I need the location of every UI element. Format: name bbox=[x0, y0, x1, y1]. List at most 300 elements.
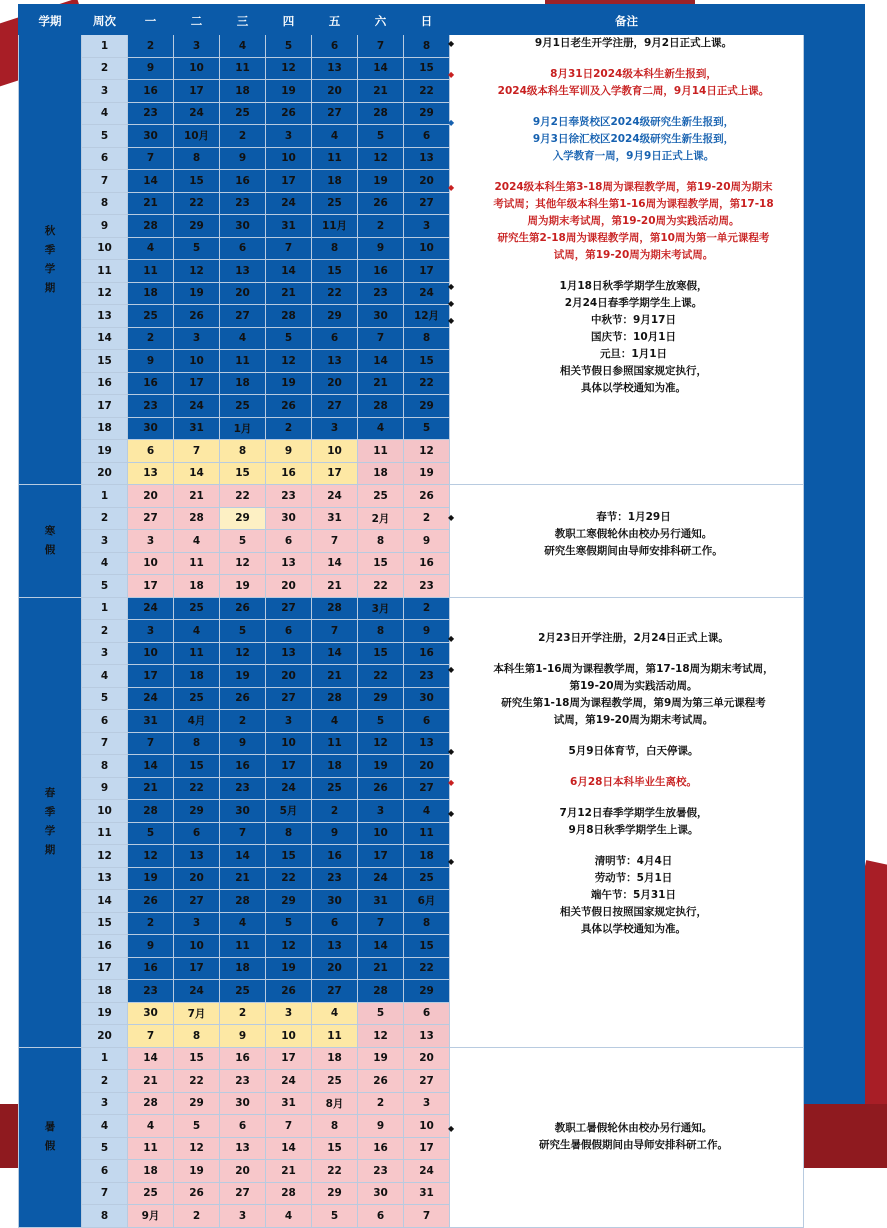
day-cell: 21 bbox=[174, 485, 220, 508]
note-line bbox=[450, 278, 803, 295]
day-cell: 26 bbox=[266, 395, 312, 418]
notes-cell bbox=[450, 485, 804, 598]
day-cell: 25 bbox=[312, 1070, 358, 1093]
note-line bbox=[450, 66, 803, 83]
day-cell: 24 bbox=[128, 597, 174, 620]
week-number: 10 bbox=[82, 237, 128, 260]
note-line bbox=[450, 114, 803, 131]
note-text: 9月8日秋季学期学生上课。 bbox=[568, 823, 699, 836]
week-number: 17 bbox=[82, 395, 128, 418]
day-cell: 25 bbox=[174, 597, 220, 620]
note-line bbox=[450, 904, 803, 921]
header-notes: 备注 bbox=[450, 7, 804, 35]
diamond-bullet-icon: ◆ bbox=[448, 777, 455, 787]
day-cell: 21 bbox=[312, 575, 358, 598]
school-calendar-table bbox=[18, 6, 804, 1228]
day-cell: 6月 bbox=[404, 890, 450, 913]
week-number: 14 bbox=[82, 890, 128, 913]
day-cell: 20 bbox=[266, 665, 312, 688]
day-cell: 15 bbox=[174, 755, 220, 778]
day-cell: 4 bbox=[404, 800, 450, 823]
week-number: 1 bbox=[82, 1047, 128, 1070]
week-row bbox=[19, 485, 804, 508]
note-text: 2月23日开学注册，2月24日正式上课。 bbox=[538, 631, 729, 644]
day-cell: 15 bbox=[404, 935, 450, 958]
week-number: 14 bbox=[82, 327, 128, 350]
day-cell: 23 bbox=[266, 485, 312, 508]
week-number: 18 bbox=[82, 417, 128, 440]
day-cell: 21 bbox=[358, 372, 404, 395]
day-cell: 23 bbox=[358, 282, 404, 305]
day-cell: 17 bbox=[128, 575, 174, 598]
day-cell: 3 bbox=[220, 1205, 266, 1228]
diamond-bullet-icon: ◆ bbox=[448, 856, 455, 866]
day-cell: 21 bbox=[358, 80, 404, 103]
day-cell: 8 bbox=[404, 35, 450, 58]
day-cell: 29 bbox=[404, 980, 450, 1003]
note-line bbox=[450, 1120, 803, 1137]
day-cell: 6 bbox=[404, 710, 450, 733]
day-cell: 26 bbox=[220, 687, 266, 710]
day-cell: 25 bbox=[128, 1182, 174, 1205]
day-cell: 22 bbox=[312, 282, 358, 305]
day-cell: 6 bbox=[266, 530, 312, 553]
note-text: 春节：1月29日 bbox=[596, 511, 671, 523]
day-cell: 23 bbox=[220, 777, 266, 800]
day-cell: 27 bbox=[266, 597, 312, 620]
header-row bbox=[19, 7, 804, 35]
day-cell: 16 bbox=[128, 957, 174, 980]
day-cell: 2 bbox=[404, 507, 450, 530]
day-cell: 21 bbox=[312, 665, 358, 688]
note-text: 劳动节：5月1日 bbox=[594, 871, 673, 884]
day-cell: 30 bbox=[128, 125, 174, 148]
week-number: 2 bbox=[82, 57, 128, 80]
day-cell: 21 bbox=[128, 192, 174, 215]
diamond-bullet-icon: ◆ bbox=[448, 70, 455, 79]
day-cell: 23 bbox=[358, 1160, 404, 1183]
day-cell: 7 bbox=[266, 1115, 312, 1138]
note-text: 研究生寒假期间由导师安排科研工作。 bbox=[544, 545, 723, 557]
day-cell: 29 bbox=[174, 1092, 220, 1115]
day-cell: 14 bbox=[312, 552, 358, 575]
week-number: 11 bbox=[82, 260, 128, 283]
week-number: 13 bbox=[82, 305, 128, 328]
day-cell: 15 bbox=[404, 350, 450, 373]
day-cell: 23 bbox=[404, 575, 450, 598]
day-cell: 17 bbox=[266, 755, 312, 778]
week-number: 3 bbox=[82, 1092, 128, 1115]
day-cell: 22 bbox=[174, 192, 220, 215]
day-cell: 16 bbox=[404, 552, 450, 575]
day-cell: 12月 bbox=[404, 305, 450, 328]
day-cell: 12 bbox=[128, 845, 174, 868]
day-cell: 8 bbox=[174, 1025, 220, 1048]
day-cell: 8 bbox=[312, 1115, 358, 1138]
day-cell: 19 bbox=[358, 170, 404, 193]
day-cell: 17 bbox=[174, 957, 220, 980]
note-text: 7月12日春季学期学生放暑假， bbox=[559, 806, 708, 819]
day-cell: 29 bbox=[266, 890, 312, 913]
note-text: 1月18日秋季学期学生放寒假， bbox=[559, 280, 708, 292]
note-text: 具体以学校通知为准。 bbox=[581, 382, 686, 394]
day-cell: 13 bbox=[174, 845, 220, 868]
day-cell: 30 bbox=[128, 1002, 174, 1025]
term-label bbox=[19, 1047, 82, 1227]
day-cell: 6 bbox=[358, 1205, 404, 1228]
day-cell: 16 bbox=[128, 80, 174, 103]
day-cell: 12 bbox=[220, 552, 266, 575]
day-cell: 9 bbox=[266, 440, 312, 463]
day-cell: 26 bbox=[358, 777, 404, 800]
day-cell: 7月 bbox=[174, 1002, 220, 1025]
day-cell: 7 bbox=[174, 440, 220, 463]
day-cell: 3 bbox=[128, 530, 174, 553]
day-cell: 27 bbox=[174, 890, 220, 913]
day-cell: 19 bbox=[220, 665, 266, 688]
notes-cell bbox=[450, 597, 804, 1047]
day-cell: 20 bbox=[312, 372, 358, 395]
day-cell: 22 bbox=[404, 80, 450, 103]
day-cell: 26 bbox=[358, 1070, 404, 1093]
diamond-bullet-icon: ◆ bbox=[448, 282, 455, 291]
day-cell: 22 bbox=[220, 485, 266, 508]
day-cell: 6 bbox=[312, 35, 358, 58]
day-cell: 24 bbox=[174, 102, 220, 125]
day-cell: 5 bbox=[266, 912, 312, 935]
day-cell: 3 bbox=[358, 800, 404, 823]
note-text: 6月28日本科毕业生离校。 bbox=[570, 775, 697, 788]
note-line bbox=[450, 148, 803, 165]
note-text: 研究生暑假假期间由导师安排科研工作。 bbox=[539, 1139, 728, 1151]
day-cell: 22 bbox=[404, 372, 450, 395]
day-cell: 22 bbox=[312, 1160, 358, 1183]
day-cell: 15 bbox=[358, 642, 404, 665]
note-text: 清明节：4月4日 bbox=[594, 854, 673, 867]
day-cell: 30 bbox=[220, 215, 266, 238]
day-cell: 19 bbox=[266, 80, 312, 103]
day-cell: 16 bbox=[220, 1047, 266, 1070]
diamond-bullet-icon: ◆ bbox=[448, 39, 455, 48]
day-cell: 4 bbox=[312, 125, 358, 148]
day-cell: 25 bbox=[312, 777, 358, 800]
day-cell: 9 bbox=[358, 237, 404, 260]
day-cell: 5 bbox=[358, 1002, 404, 1025]
day-cell: 28 bbox=[312, 687, 358, 710]
week-number: 4 bbox=[82, 665, 128, 688]
week-number: 3 bbox=[82, 80, 128, 103]
day-cell: 5月 bbox=[266, 800, 312, 823]
day-cell: 4 bbox=[266, 1205, 312, 1228]
note-line bbox=[450, 921, 803, 938]
note-text: 9月2日奉贤校区2024级研究生新生报到， bbox=[532, 116, 735, 128]
week-number: 1 bbox=[82, 485, 128, 508]
day-cell: 18 bbox=[174, 575, 220, 598]
note-line bbox=[450, 83, 803, 100]
day-cell: 25 bbox=[220, 102, 266, 125]
day-cell: 24 bbox=[266, 192, 312, 215]
day-cell: 30 bbox=[358, 305, 404, 328]
day-cell: 26 bbox=[404, 485, 450, 508]
day-cell: 17 bbox=[174, 372, 220, 395]
day-cell: 28 bbox=[128, 1092, 174, 1115]
day-cell: 16 bbox=[312, 845, 358, 868]
day-cell: 21 bbox=[266, 282, 312, 305]
day-cell: 29 bbox=[312, 305, 358, 328]
day-cell: 27 bbox=[404, 192, 450, 215]
day-cell: 6 bbox=[220, 237, 266, 260]
day-cell: 2 bbox=[128, 35, 174, 58]
day-cell: 7 bbox=[128, 1025, 174, 1048]
day-cell: 9 bbox=[220, 147, 266, 170]
day-cell: 24 bbox=[174, 980, 220, 1003]
day-cell: 11 bbox=[220, 350, 266, 373]
day-cell: 10 bbox=[174, 935, 220, 958]
day-cell: 21 bbox=[220, 867, 266, 890]
diamond-bullet-icon: ◆ bbox=[448, 299, 455, 308]
day-cell: 24 bbox=[404, 1160, 450, 1183]
week-number: 8 bbox=[82, 192, 128, 215]
day-cell: 7 bbox=[358, 912, 404, 935]
week-number: 5 bbox=[82, 687, 128, 710]
note-text: 教职工暑假轮休由校办另行通知。 bbox=[554, 1122, 713, 1134]
week-number: 9 bbox=[82, 777, 128, 800]
week-number: 4 bbox=[82, 102, 128, 125]
day-cell: 16 bbox=[220, 170, 266, 193]
day-cell: 20 bbox=[174, 867, 220, 890]
day-cell: 19 bbox=[266, 372, 312, 395]
week-row bbox=[19, 597, 804, 620]
day-cell: 11 bbox=[128, 1137, 174, 1160]
day-cell: 4 bbox=[312, 710, 358, 733]
week-number: 2 bbox=[82, 1070, 128, 1093]
day-cell: 8 bbox=[174, 147, 220, 170]
header-day-sat: 六 bbox=[358, 7, 404, 35]
note-line bbox=[450, 295, 803, 312]
note-line bbox=[450, 380, 803, 397]
day-cell: 23 bbox=[128, 395, 174, 418]
note-line bbox=[450, 346, 803, 363]
note-line bbox=[450, 774, 803, 791]
week-number: 12 bbox=[82, 845, 128, 868]
day-cell: 27 bbox=[404, 777, 450, 800]
header-day-wed: 三 bbox=[220, 7, 266, 35]
day-cell: 13 bbox=[266, 642, 312, 665]
day-cell: 26 bbox=[128, 890, 174, 913]
day-cell: 20 bbox=[220, 1160, 266, 1183]
day-cell: 6 bbox=[174, 822, 220, 845]
note-text: 2024级本科生第3-18周为课程教学周，第19-20周为期末 bbox=[494, 181, 773, 193]
day-cell: 19 bbox=[358, 755, 404, 778]
day-cell: 4月 bbox=[174, 710, 220, 733]
day-cell: 3 bbox=[174, 35, 220, 58]
day-cell: 31 bbox=[312, 507, 358, 530]
day-cell: 5 bbox=[358, 125, 404, 148]
day-cell: 25 bbox=[358, 485, 404, 508]
note-text: 本科生第1-16周为课程教学周，第17-18周为期末考试周， bbox=[493, 662, 774, 675]
day-cell: 9 bbox=[312, 822, 358, 845]
note-line bbox=[450, 630, 803, 647]
day-cell: 11 bbox=[312, 732, 358, 755]
week-number: 10 bbox=[82, 800, 128, 823]
day-cell: 4 bbox=[220, 912, 266, 935]
day-cell: 24 bbox=[404, 282, 450, 305]
note-text: 相关节假日参照国家规定执行， bbox=[560, 365, 707, 377]
day-cell: 22 bbox=[266, 867, 312, 890]
week-number: 6 bbox=[82, 710, 128, 733]
day-cell: 10 bbox=[128, 552, 174, 575]
day-cell: 20 bbox=[404, 1047, 450, 1070]
day-cell: 9 bbox=[404, 620, 450, 643]
day-cell: 14 bbox=[128, 755, 174, 778]
day-cell: 8 bbox=[220, 440, 266, 463]
diamond-bullet-icon: ◆ bbox=[448, 808, 455, 818]
note-text: 试周，第19-20周为期末考试周。 bbox=[553, 249, 714, 261]
note-text: 国庆节：10月1日 bbox=[591, 331, 676, 343]
term-label-text: 秋季学期 bbox=[44, 224, 56, 294]
day-cell: 17 bbox=[404, 1137, 450, 1160]
day-cell: 5 bbox=[312, 1205, 358, 1228]
day-cell: 25 bbox=[220, 980, 266, 1003]
day-cell: 26 bbox=[174, 1182, 220, 1205]
diamond-bullet-icon: ◆ bbox=[448, 664, 455, 674]
day-cell: 2 bbox=[358, 215, 404, 238]
day-cell: 5 bbox=[128, 822, 174, 845]
day-cell: 4 bbox=[128, 237, 174, 260]
day-cell: 29 bbox=[220, 507, 266, 530]
day-cell: 10 bbox=[358, 822, 404, 845]
day-cell: 8 bbox=[404, 327, 450, 350]
day-cell: 4 bbox=[220, 327, 266, 350]
day-cell: 6 bbox=[312, 912, 358, 935]
day-cell: 13 bbox=[220, 260, 266, 283]
week-number: 2 bbox=[82, 507, 128, 530]
diamond-bullet-icon: ◆ bbox=[448, 1124, 455, 1133]
day-cell: 2 bbox=[220, 710, 266, 733]
day-cell: 8 bbox=[174, 732, 220, 755]
note-line bbox=[450, 179, 803, 196]
day-cell: 27 bbox=[312, 980, 358, 1003]
day-cell: 23 bbox=[312, 867, 358, 890]
day-cell: 17 bbox=[358, 845, 404, 868]
day-cell: 28 bbox=[266, 1182, 312, 1205]
day-cell: 8 bbox=[358, 530, 404, 553]
week-number: 8 bbox=[82, 1205, 128, 1228]
day-cell: 22 bbox=[358, 575, 404, 598]
day-cell: 14 bbox=[266, 260, 312, 283]
day-cell: 2 bbox=[358, 1092, 404, 1115]
day-cell: 4 bbox=[174, 530, 220, 553]
week-row bbox=[19, 1047, 804, 1070]
day-cell: 18 bbox=[220, 957, 266, 980]
day-cell: 14 bbox=[128, 170, 174, 193]
day-cell: 13 bbox=[404, 732, 450, 755]
note-text: 试周，第19-20周为期末考试周。 bbox=[553, 713, 714, 726]
diamond-bullet-icon: ◆ bbox=[448, 746, 455, 756]
day-cell: 2 bbox=[404, 597, 450, 620]
day-cell: 31 bbox=[358, 890, 404, 913]
day-cell: 29 bbox=[358, 687, 404, 710]
note-line bbox=[450, 526, 803, 543]
day-cell: 20 bbox=[312, 80, 358, 103]
note-line bbox=[450, 805, 803, 822]
day-cell: 15 bbox=[174, 170, 220, 193]
note-line bbox=[450, 196, 803, 213]
week-number: 1 bbox=[82, 35, 128, 58]
day-cell: 27 bbox=[128, 507, 174, 530]
week-row bbox=[19, 35, 804, 58]
day-cell: 14 bbox=[312, 642, 358, 665]
day-cell: 29 bbox=[404, 102, 450, 125]
day-cell: 18 bbox=[312, 170, 358, 193]
day-cell: 9 bbox=[128, 350, 174, 373]
day-cell: 13 bbox=[312, 57, 358, 80]
day-cell: 15 bbox=[220, 462, 266, 485]
day-cell: 20 bbox=[220, 282, 266, 305]
day-cell: 12 bbox=[266, 350, 312, 373]
day-cell: 10 bbox=[174, 57, 220, 80]
day-cell: 4 bbox=[220, 35, 266, 58]
day-cell: 2 bbox=[220, 1002, 266, 1025]
note-text: 中秋节：9月17日 bbox=[591, 314, 676, 326]
day-cell: 5 bbox=[174, 1115, 220, 1138]
note-line bbox=[450, 213, 803, 230]
day-cell: 15 bbox=[358, 552, 404, 575]
day-cell: 30 bbox=[266, 507, 312, 530]
note-text: 研究生第1-18周为课程教学周，第9周为第三单元课程考 bbox=[501, 696, 766, 709]
week-number: 5 bbox=[82, 125, 128, 148]
week-number: 9 bbox=[82, 215, 128, 238]
term-label-text: 暑假 bbox=[44, 1121, 56, 1152]
day-cell: 7 bbox=[128, 147, 174, 170]
day-cell: 6 bbox=[404, 1002, 450, 1025]
day-cell: 22 bbox=[358, 665, 404, 688]
day-cell: 11 bbox=[220, 57, 266, 80]
day-cell: 14 bbox=[358, 350, 404, 373]
day-cell: 5 bbox=[404, 417, 450, 440]
note-text: 2024级本科生军训及入学教育二周，9月14日正式上课。 bbox=[497, 85, 770, 97]
diamond-bullet-icon: ◆ bbox=[448, 633, 455, 643]
day-cell: 28 bbox=[358, 102, 404, 125]
day-cell: 19 bbox=[358, 1047, 404, 1070]
day-cell: 8 bbox=[266, 822, 312, 845]
week-number: 15 bbox=[82, 912, 128, 935]
day-cell: 5 bbox=[358, 710, 404, 733]
day-cell: 6 bbox=[266, 620, 312, 643]
header-week: 周次 bbox=[82, 7, 128, 35]
day-cell: 7 bbox=[128, 732, 174, 755]
day-cell: 20 bbox=[404, 755, 450, 778]
day-cell: 30 bbox=[312, 890, 358, 913]
day-cell: 16 bbox=[358, 1137, 404, 1160]
day-cell: 9 bbox=[358, 1115, 404, 1138]
day-cell: 3 bbox=[128, 620, 174, 643]
note-line bbox=[450, 312, 803, 329]
week-number: 4 bbox=[82, 552, 128, 575]
term-label-text: 春季学期 bbox=[44, 787, 56, 856]
day-cell: 18 bbox=[358, 462, 404, 485]
day-cell: 19 bbox=[174, 282, 220, 305]
day-cell: 16 bbox=[404, 642, 450, 665]
day-cell: 13 bbox=[266, 552, 312, 575]
day-cell: 10 bbox=[404, 1115, 450, 1138]
day-cell: 6 bbox=[220, 1115, 266, 1138]
day-cell: 24 bbox=[358, 867, 404, 890]
day-cell: 18 bbox=[174, 665, 220, 688]
day-cell: 13 bbox=[312, 935, 358, 958]
day-cell: 25 bbox=[128, 305, 174, 328]
week-number: 12 bbox=[82, 282, 128, 305]
